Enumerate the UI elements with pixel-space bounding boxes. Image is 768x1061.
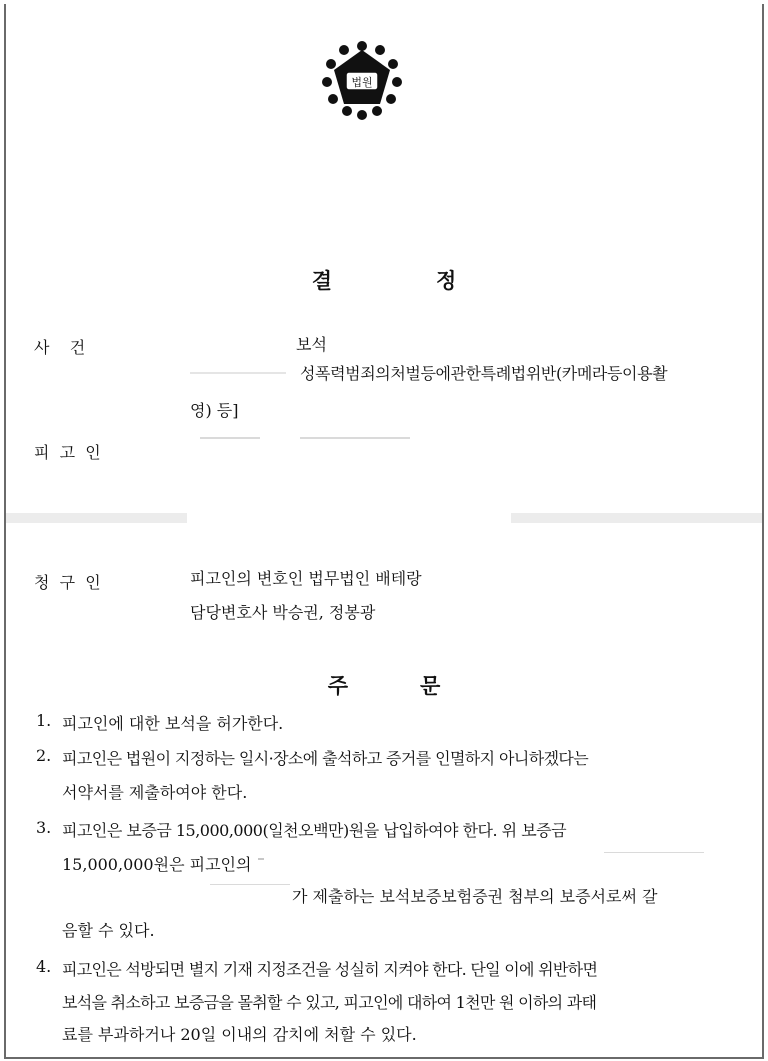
document-title — [0, 265, 768, 295]
case-charge-line2: 영) 등] — [190, 401, 239, 420]
ruling-item-number: 2. — [36, 746, 52, 765]
claimant-line2: 담당변호사 박승권, 정봉광 — [190, 603, 376, 622]
redaction-trace — [200, 437, 260, 439]
defendant-label: 피 고 인 — [34, 443, 101, 462]
ruling-item-line: 피고인에 대한 보석을 허가한다. — [62, 714, 284, 733]
title-char-left: 결 — [311, 268, 332, 293]
ruling-item-line: 피고인은 석방되면 별지 기재 지정조건을 성실히 지켜야 한다. 단일 이에 위반하면 — [62, 960, 598, 979]
ruling-item-line: 가 제출하는 보석보증보험증권 첨부의 보증서로써 갈 — [292, 887, 658, 906]
redaction-trace — [210, 884, 290, 885]
redaction-trace — [604, 852, 704, 853]
claimant-label: 청 구 인 — [34, 573, 101, 592]
ruling-item-line: 피고인은 보증금 15,000,000(일천오백만)원을 납입하여야 한다. 위 보증금 — [62, 821, 567, 840]
claimant-line1: 피고인의 변호인 법무법인 배테랑 — [190, 569, 422, 588]
ruling-item-line: 서약서를 제출하여야 한다. — [62, 783, 248, 802]
case-type: 보석 — [296, 335, 327, 354]
svg-text:법원: 법원 — [351, 76, 373, 89]
ruling-item-line: 피고인은 법원이 지정하는 일시·장소에 출석하고 증거를 인멸하지 아니하겠다는 — [62, 749, 589, 768]
ruling-item-number: 1. — [36, 711, 52, 730]
redaction-trace — [190, 372, 286, 374]
ruling-item-line: 보석을 취소하고 보증금을 몰취할 수 있고, 피고인에 대하여 1천만 원 이하의 과태 — [62, 993, 597, 1012]
title-char-right: 정 — [436, 268, 457, 293]
ruling-heading — [0, 670, 768, 700]
case-charge-line1: 성폭력범죄의처벌등에관한특례법위반(카메라등이용촬 — [300, 364, 668, 383]
ruling-item-line: 료를 부과하거나 20일 이내의 감치에 처할 수 있다. — [62, 1025, 417, 1044]
court-seal-icon — [320, 38, 404, 122]
ruling-heading-right: 문 — [420, 673, 441, 698]
ruling-item-line: 음할 수 있다. — [62, 921, 155, 940]
redaction-block — [187, 503, 511, 533]
ruling-item-number: 3. — [36, 818, 52, 837]
ruling-heading-left: 주 — [327, 673, 348, 698]
redaction-trace — [300, 437, 410, 439]
redaction-trace — [258, 858, 264, 860]
case-label: 사 건 — [34, 338, 86, 357]
ruling-item-line: 15,000,000원은 피고인의 — [62, 855, 252, 874]
ruling-item-number: 4. — [36, 957, 52, 976]
